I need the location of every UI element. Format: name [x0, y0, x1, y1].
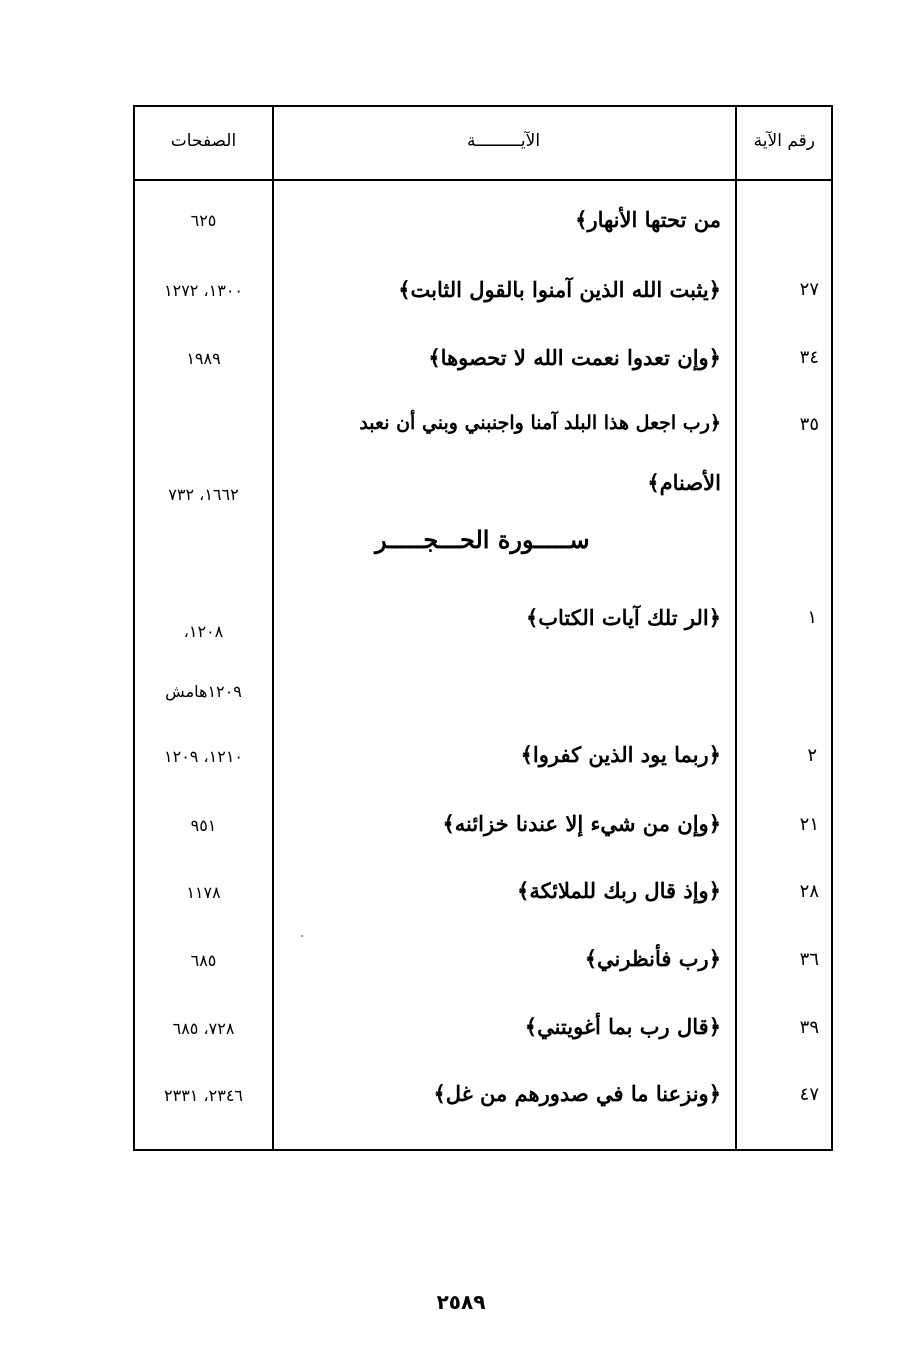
- ayah-number: ٣٤: [799, 347, 819, 368]
- ayah-number: ٣٥: [799, 414, 819, 435]
- pages-cell: ١١٧٨: [186, 883, 221, 902]
- pages-cell: ١٦٦٢، ٧٣٢: [168, 485, 239, 504]
- scan-speck: [301, 935, 303, 937]
- pages-cell: ٦٢٥: [190, 211, 217, 230]
- index-table: [133, 105, 833, 1151]
- ayah-text: ﴿قال رب بما أغويتني﴾: [524, 1014, 721, 1039]
- ayah-number: ٢٧: [799, 279, 819, 300]
- ayah-text: ﴿رب اجعل هذا البلد آمنا واجنبني وبني أن نعبد: [359, 412, 721, 434]
- header-ayah-number: رقم الآية: [753, 131, 815, 151]
- column-divider: [735, 107, 737, 1149]
- ayah-number: ٣٦: [799, 949, 819, 970]
- ayah-text: ﴿ربما يود الذين كفروا﴾: [520, 742, 721, 767]
- pages-cell: ١٩٨٩: [186, 349, 221, 368]
- pages-cell: ٩٥١: [190, 816, 217, 835]
- ayah-number: ١: [807, 607, 817, 628]
- pages-cell: ١٢١٠، ١٢٠٩: [164, 747, 243, 766]
- ayah-text-continuation: الأصنام﴾: [647, 470, 721, 495]
- pages-cell: ١٣٠٠، ١٢٧٢: [164, 281, 243, 300]
- ayah-text: ﴿وإن من شيء إلا عندنا خزائنه﴾: [442, 811, 721, 836]
- ayah-text: من تحتها الأنهار﴾: [575, 207, 721, 232]
- column-divider: [272, 107, 274, 1149]
- ayah-text: ﴿رب فأنظرني﴾: [584, 946, 721, 971]
- header-ayah: الآيـــــــــة: [466, 131, 541, 151]
- ayah-text: ﴿الر تلك آيات الكتاب﴾: [525, 605, 721, 630]
- surah-heading: ســـــورة الحـــجـــــر: [375, 525, 590, 554]
- pages-cell-continuation: ١٢٠٩هامش: [165, 682, 242, 701]
- ayah-number: ٣٩: [799, 1017, 819, 1038]
- page-number: ٢٥٨٩: [436, 1290, 486, 1314]
- header-pages: الصفحات: [170, 131, 237, 151]
- ayah-text: ﴿يثبت الله الذين آمنوا بالقول الثابت﴾: [398, 277, 721, 302]
- ayah-text: ﴿ونزعنا ما في صدورهم من غل﴾: [433, 1081, 721, 1106]
- ayah-number: ٢: [807, 745, 817, 766]
- ayah-text: ﴿وإذ قال ربك للملائكة﴾: [517, 878, 721, 903]
- ayah-number: ٤٧: [799, 1084, 819, 1105]
- ayah-number: ٢١: [799, 814, 819, 835]
- header-divider: [135, 179, 831, 181]
- ayah-number: ٢٨: [799, 881, 819, 902]
- pages-cell: ٦٨٥: [190, 951, 217, 970]
- pages-cell: ١٢٠٨،: [183, 622, 224, 641]
- pages-cell: ٧٢٨، ٦٨٥: [172, 1019, 235, 1038]
- pages-cell: ٢٣٤٦، ٢٣٣١: [164, 1086, 243, 1105]
- ayah-text: ﴿وإن تعدوا نعمت الله لا تحصوها﴾: [428, 345, 721, 370]
